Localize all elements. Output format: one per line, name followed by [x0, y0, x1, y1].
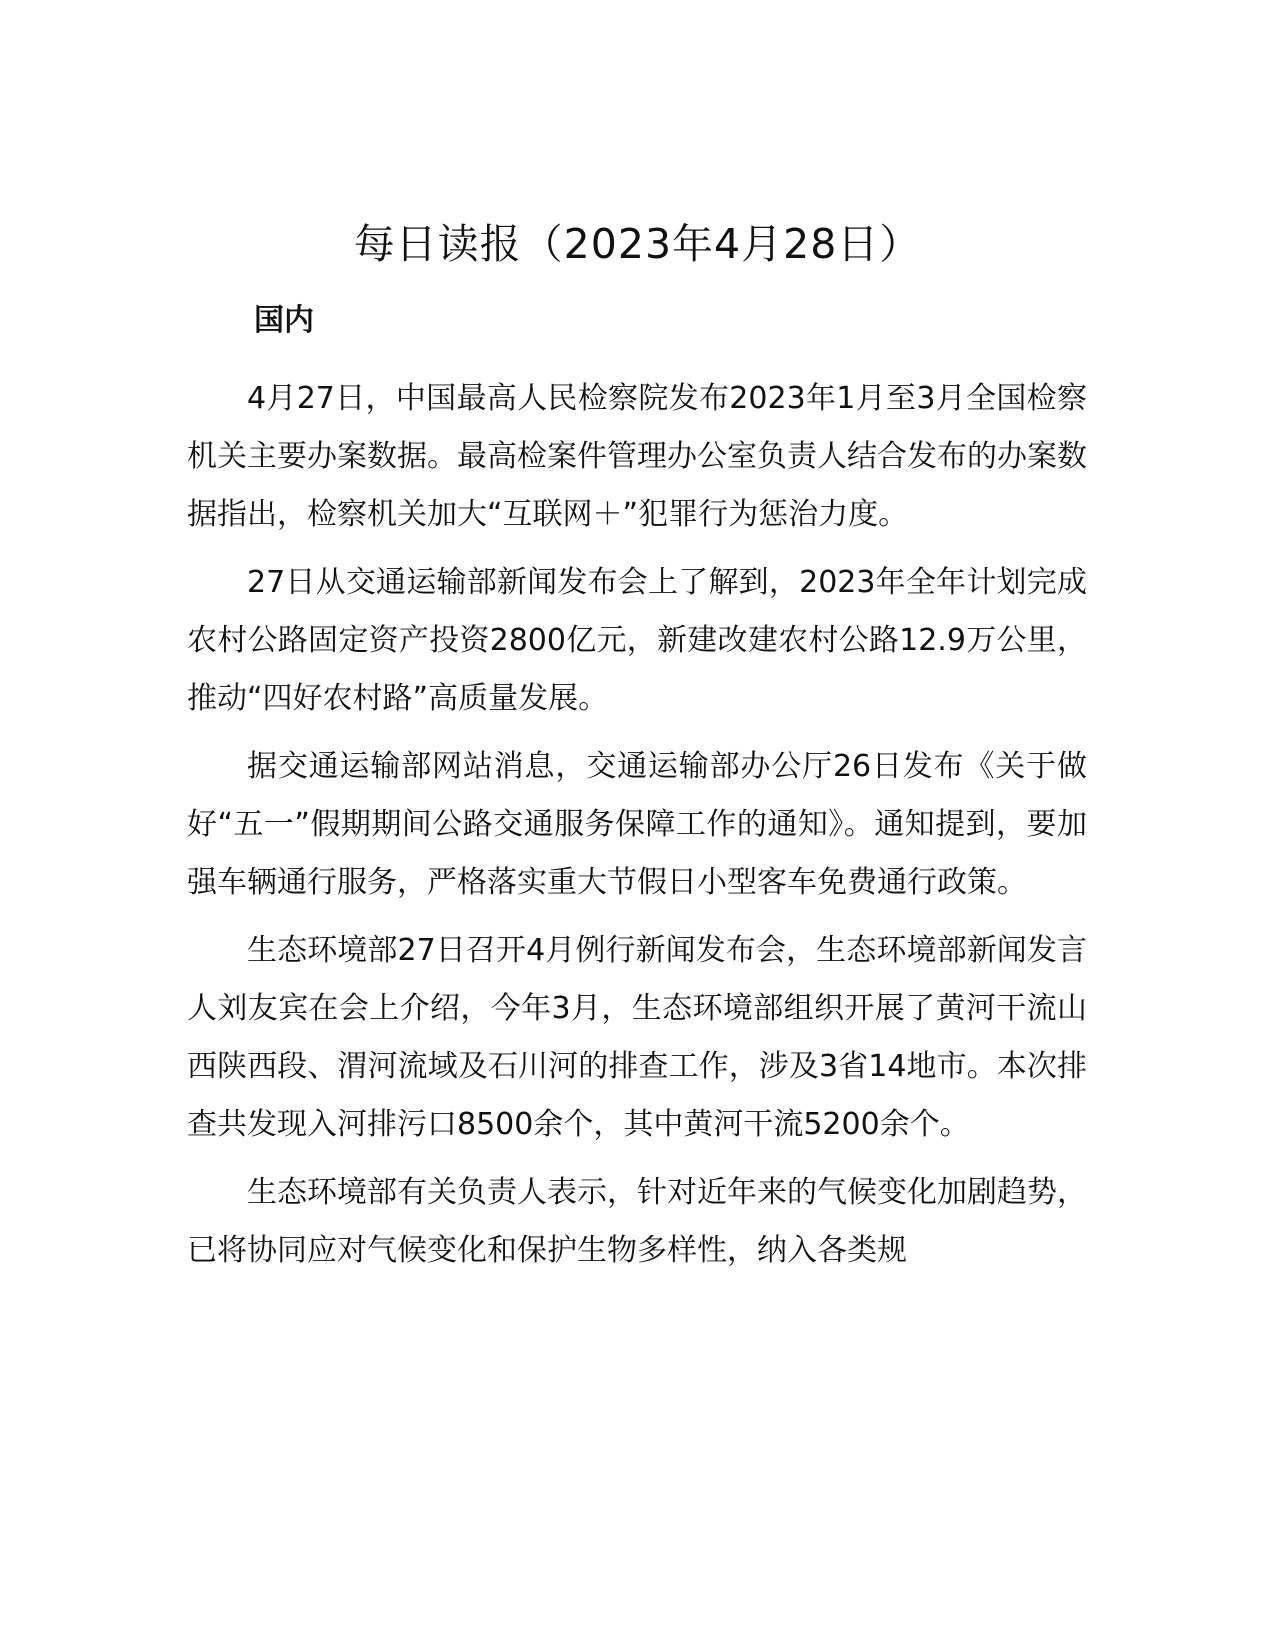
paragraph-4: 生态环境部27日召开4月例行新闻发布会，生态环境部新闻发言人刘友宾在会上介绍，今年3月，生态环境部组织开展了黄河干流山西陕西段、渭河流域及石川河的排查工作，涉及3省14地市。本次排查共发现入河排污口8500余个，其中黄河干流5200余个。 — [187, 933, 1087, 1142]
section-heading: 国内 — [254, 303, 314, 338]
paragraph-5: 生态环境部有关负责人表示，针对近年来的气候变化加剧趋势，已将协同应对气候变化和保护生物多样性，纳入各类规 — [187, 1175, 1087, 1268]
document-title: 每日读报（2023年4月28日） — [353, 220, 922, 268]
paragraph-2: 27日从交通运输部新闻发布会上了解到，2023年全年计划完成农村公路固定资产投资2800亿元，新建改建农村公路12.9万公里，推动“四好农村路”高质量发展。 — [187, 565, 1087, 716]
document-body — [187, 370, 1087, 1290]
paragraph-1: 4月27日，中国最高人民检察院发布2023年1月至3月全国检察机关主要办案数据。最高检案件管理办公室负责人结合发布的办案数据指出，检察机关加大“互联网＋”犯罪行为惩治力度。 — [187, 381, 1087, 532]
paragraph-3: 据交通运输部网站消息，交通运输部办公厅26日发布《关于做好“五一”假期期间公路交通服务保障工作的通知》。通知提到，要加强车辆通行服务，严格落实重大节假日小型客车免费通行政策。 — [187, 749, 1087, 900]
